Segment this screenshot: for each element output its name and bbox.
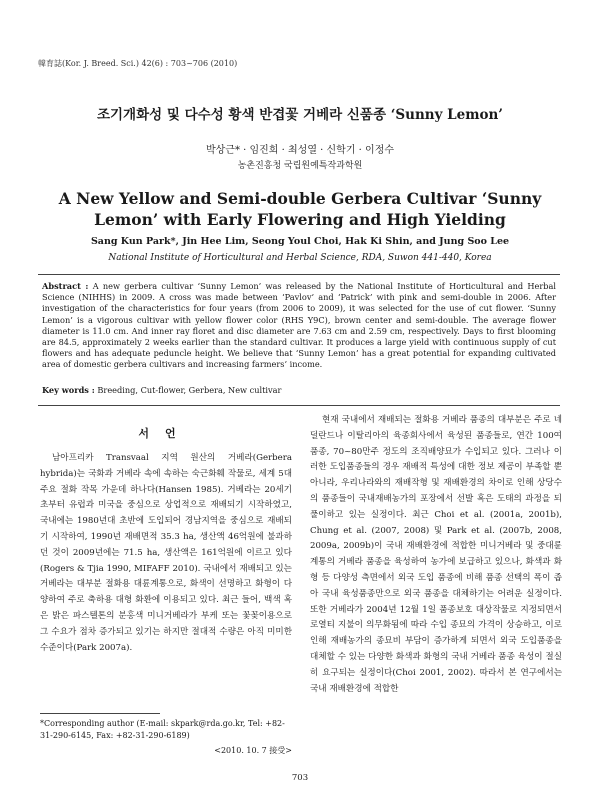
- korean-authors: 박상근* · 임진희 · 최성열 · 신학기 · 이정수: [205, 145, 395, 156]
- abstract-label: Abstract :: [42, 281, 89, 291]
- keywords-label: Key words :: [42, 385, 95, 395]
- received-date: <2010. 10. 7 接受>: [214, 746, 292, 755]
- body-right-column: [310, 413, 562, 697]
- english-affiliation: National Institute of Horticultural and Herbal Science, RDA, Suwon 441-440, Korea: [108, 253, 492, 263]
- english-title: A New Yellow and Semi-double Gerbera Cultivar ‘Sunny Lemon’ with Early Flowering and High Yielding: [58, 189, 542, 229]
- corresponding-author-footnote: *Corresponding author (E-mail: skpark@rda.go.kr, Tel: +82-31-290-6145, Fax: +82-31-290-6189): [40, 719, 285, 740]
- abstract: [42, 281, 556, 371]
- footnote-rule: [40, 713, 160, 714]
- keywords-text: Breeding, Cut-flower, Gerbera, New cultivar: [97, 385, 282, 395]
- abstract-top-rule: [38, 274, 560, 275]
- journal-citation: 韓育誌(Kor. J. Breed. Sci.) 42(6) : 703~706 (2010): [38, 59, 238, 68]
- keywords: [42, 385, 281, 395]
- abstract-bottom-rule: [38, 405, 560, 406]
- intro-paragraph-1: 남아프리카 Transvaal 지역 원산의 거베라(Gerbera hybrida)는 국화과 거베라 속에 속하는 숙근화훼 작물로, 세계 5대 주요 절화 작목 가운데 하나다(Hansen 1985). 거베라는 20세기 초부터 유럽과 미국을 중심으로 상업적으로 재배되기 시작하였고, 국내에는 1980년대 초반에 도입되어 경남지역을 중심으로 재배되기 시작하여, 1990년 재배면적 35.3 ha, 생산액 46억원에 불과하던 것이 2009년에는 71.5 ha, 생산액은 161억원에 이르고 있다(Rogers & Tjia 1990, MIFAFF 2010). 국내에서 재배되고 있는 거베라는 대부분 절화용 대륜계통으로, 화색이 선명하고 화형이 다양하여 주로 축하용 대형 화환에 이용되고 있다. 최근 들어, 백색 혹은 밝은 파스텔톤의 분홍색 미니거베라가 부케 또는 꽃꽂이용으로 그 수요가 점차 증가되고 있기는 하지만 절대적 수량은 아직 미미한 수준이다(Park 2007a).: [40, 453, 292, 653]
- english-authors: Sang Kun Park*, Jin Hee Lim, Seong Youl Choi, Hak Ki Shin, and Jung Soo Lee: [90, 236, 510, 247]
- body-left-column: [40, 451, 292, 656]
- page-number: 703: [291, 773, 309, 783]
- intro-paragraph-2: 현재 국내에서 재배되는 절화용 거베라 품종의 대부분은 주로 네덜란드나 이탈리아의 육종회사에서 육성된 품종들로, 연간 100여 품종, 70~80만주 정도의 조직배양묘가 수입되고 있다. 그러나 이러한 도입품종들의 경우 재배적 특성에 대한 정보 제공이 부족할 뿐 아니라, 우리나라와의 재배작형 및 재배환경의 차이로 인해 상당수의 품종들이 국내재배농가의 포장에서 선발 혹은 도태의 과정을 되풀이하고 있는 실정이다. 최근 Choi et al. (2001a, 2001b), Chung et al. (2007, 2008) 및 Park et al. (2007b, 2008, 2009a, 2009b)이 국내 재배환경에 적합한 미니거베라 및 중대륜계통의 거베라 품종을 육성하여 농가에 보급하고 있으나, 화색과 화형 등 다양성 측면에서 외국 도입 품종에 비해 품종 선택의 폭이 좁아 국내 육성품종만으로 외국 품종을 대체하기는 어려운 실정이다. 또한 거베라가 2004년 12월 1일 품종보호 대상작물로 지정되면서 로열티 지불이 의무화됨에 따라 수입 종묘의 가격이 상승하고, 이로 인해 재배농가의 종묘비 부담이 증가하게 되면서 외국 도입품종을 대체할 수 있는 다양한 화색과 화형의 국내 거베라 품종 육성이 절실히 요구되는 실정이다(Choi 2001, 2002). 따라서 본 연구에서는 국내 재배환경에 적합한: [310, 415, 562, 694]
- abstract-text: A new gerbera cultivar ‘Sunny Lemon’ was released by the National Institute of Horticultural and Herbal Science (NIHHS) in 2009. A cross was made between ‘Pavlov’ and ‘Patrick’ with pink and semi-double in 2006. After investigation of the characteristics for four years (from 2006 to 2009), it was selected for the use of cut flower. ‘Sunny Lemon’ is a vigorous cultivar with yellow flower color (RHS Y9C), brown center and semi-double. The average flower diameter is 11.0 cm. And inner ray floret and disc diameter are 7.63 cm and 2.59 cm, respectively. Days to first blooming are 84.5, approximately 2 weeks earlier than the standard cultivar. It produces a large yield with continuous supply of cut flowers and has adequate peduncle height. We believe that ‘Sunny Lemon’ has a great potential for expanding cultivated area of domestic gerbera cultivars and increasing farmers’ income.: [42, 281, 557, 370]
- korean-title: 조기개화성 및 다수성 황색 반겹꽃 거베라 신품종 ‘Sunny Lemon’: [96, 107, 504, 123]
- korean-affiliation: 농촌진흥청 국립원예특작과학원: [237, 161, 363, 171]
- section-heading-introduction: 서언: [138, 427, 192, 440]
